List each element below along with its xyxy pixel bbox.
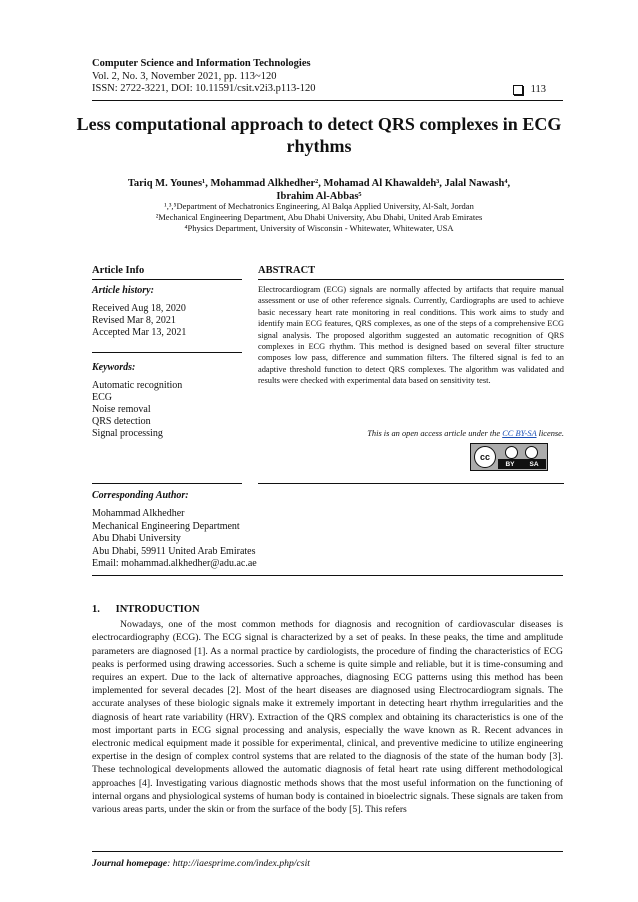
- keyword-item: Automatic recognition: [92, 380, 183, 391]
- authors-line-2: Ibrahim Al-Abbas⁵: [276, 191, 362, 202]
- journal-homepage: [92, 858, 310, 869]
- introduction-paragraph: Nowadays, one of the most common methods for diagnosis and recognition of cardiovascular diseases is electrocardiography (ECG). The ECG signal is characterized by a set of peaks. In these peaks, the time and amplitude parameters are diagnosed [1]. As a normal practice by cardiologists, the procedure of finding the characteristics of ECG peaks is performed using drawing accessories. Such a scheme is quite simple and reliable, but it is time-consuming and requires an expert. Due to the lack of alternative approaches, diagnosing ECG patterns using this method has been implemented for several decades [2]. Most of the heart diseases are diagnosed using Electrocardiogram signals. The accurate analyses of these biologic signals make it extremely important in detecting heart rhythm irregularities and the diagnosis of heart rate variability (HRV). Extraction of the QRS complex and obtaining its characteristics is one of the most important parts in ECG signal processing and analysis, especially the wave known as R. Recent advances in electronic medical equipment made it possible for experimental, clinical, and preventive medicine to utilize engineering expertise in the design of complex control systems that are related to the diagnosis of the state of the human body [3]. These technological developments allowed the automatic diagnosis of fetal heart rate using different methodological approaches [4]. Investigating various diagnostic methods shows that the most useful information on the functioning of internal organs and physiological systems of human body is contained in bioelectric signals. These signals are taken from various areas parts, under the skin or from the surface of the body [5]. This refers: [92, 619, 563, 816]
- keywords-block: [92, 362, 242, 440]
- authors-line-1: Tariq M. Younes¹, Mohammad Alkhedher², Mohamad Al Khawaldeh³, Jalal Nawash⁴,: [127, 178, 511, 189]
- corr-line: Abu Dhabi University: [92, 533, 181, 545]
- affiliation-3: ⁴Physics Department, University of Wisconsin - Whitewater, Whitewater, USA: [184, 223, 454, 233]
- abstract-heading: ABSTRACT: [258, 265, 316, 276]
- corr-line: Mechanical Engineering Department: [92, 520, 240, 532]
- keyword-item: QRS detection: [92, 416, 151, 427]
- paper-title: [60, 113, 578, 157]
- keyword-item: ECG: [92, 392, 112, 403]
- person-icon: [505, 446, 518, 459]
- homepage-label: Journal homepage: [92, 858, 168, 869]
- received-date: Received Aug 18, 2020: [92, 303, 186, 314]
- share-alike-icon: [525, 446, 538, 459]
- affiliation-1: ¹,³,⁵Department of Mechatronics Engineering, Al Balqa Applied University, Al-Salt, Jordan: [164, 201, 474, 211]
- history-rule: [92, 352, 242, 353]
- corr-email: Email: mohammad.alkhedher@adu.ac.ae: [92, 558, 257, 570]
- journal-header: [92, 58, 316, 96]
- corr-line: Abu Dhabi, 59911 United Arab Emirates: [92, 545, 256, 557]
- revised-date: Revised Mar 8, 2021: [92, 315, 176, 326]
- cc-sa-label: SA: [529, 460, 539, 468]
- article-history: [92, 285, 242, 339]
- abstract-rule: [258, 279, 564, 280]
- corr-line: Mohammad Alkhedher: [92, 508, 185, 520]
- corresponding-author: [92, 490, 257, 570]
- cc-circle-icon: cc: [474, 446, 496, 468]
- license-link[interactable]: CC BY-SA: [502, 429, 537, 438]
- page-number: 113: [530, 84, 546, 95]
- footer-rule: [92, 851, 563, 852]
- header-rule: [92, 100, 563, 101]
- accepted-date: Accepted Mar 13, 2021: [92, 327, 187, 338]
- journal-name: Computer Science and Information Technologies: [92, 58, 311, 69]
- keyword-item: Noise removal: [92, 404, 151, 415]
- open-access-suffix: license.: [536, 429, 564, 438]
- corresponding-label: Corresponding Author:: [92, 490, 189, 501]
- keyword-item: Signal processing: [92, 428, 163, 439]
- authors: [60, 177, 578, 203]
- open-access-note: [367, 429, 564, 438]
- keywords-label: Keywords:: [92, 362, 136, 373]
- affiliation-2: ²Mechanical Engineering Department, Abu Dhabi University, Abu Dhabi, United Arab Emirates: [155, 212, 483, 222]
- abstract-bottom-rule: [258, 483, 564, 484]
- article-info-rule: [92, 279, 242, 280]
- keywords-rule: [92, 483, 242, 484]
- article-info-heading: Article Info: [92, 265, 145, 276]
- affiliations: [60, 201, 578, 234]
- cc-by-label: BY: [505, 460, 515, 468]
- volume-line: Vol. 2, No. 3, November 2021, pp. 113~120: [92, 70, 277, 82]
- open-access-prefix: This is an open access article under the: [367, 429, 503, 438]
- corresponding-rule: [92, 575, 563, 576]
- abstract-text: Electrocardiogram (ECG) signals are normally affected by artifacts that require manual assessment or use of other reference signals. Currently, Cardiographs are used to achieve basic necessary heart rate monitoring in real conditions. This work aims to study and identify main ECG features, QRS complexes, as one of the steps of a comprehensive ECG signal analysis. The proposed algorithm suggested an automatic recognition of QRS complexes in ECG rhythm. This method is designed based on several filter structure composes low pass, difference and summation filters. The filtered signal is fed to an adaptive threshold function to detect QRS complexes. The algorithm was validated and results were checked with experimental data based on sensitivity test.: [258, 285, 564, 386]
- creative-commons-icon[interactable]: [470, 443, 548, 471]
- title-line-2: rhythms: [286, 136, 352, 156]
- homepage-url[interactable]: : http://iaesprime.com/index.php/csit: [167, 858, 310, 869]
- cc-label-bar: [498, 459, 546, 469]
- page-number-block: [513, 84, 546, 95]
- square-box-icon: [513, 85, 523, 95]
- introduction-section: [92, 603, 563, 816]
- article-history-label: Article history:: [92, 285, 154, 296]
- title-line-1: Less computational approach to detect QRS complexes in ECG: [76, 114, 562, 134]
- introduction-heading: 1. INTRODUCTION: [92, 604, 200, 615]
- issn-line: ISSN: 2722-3221, DOI: 10.11591/csit.v2i3.p113-120: [92, 83, 316, 94]
